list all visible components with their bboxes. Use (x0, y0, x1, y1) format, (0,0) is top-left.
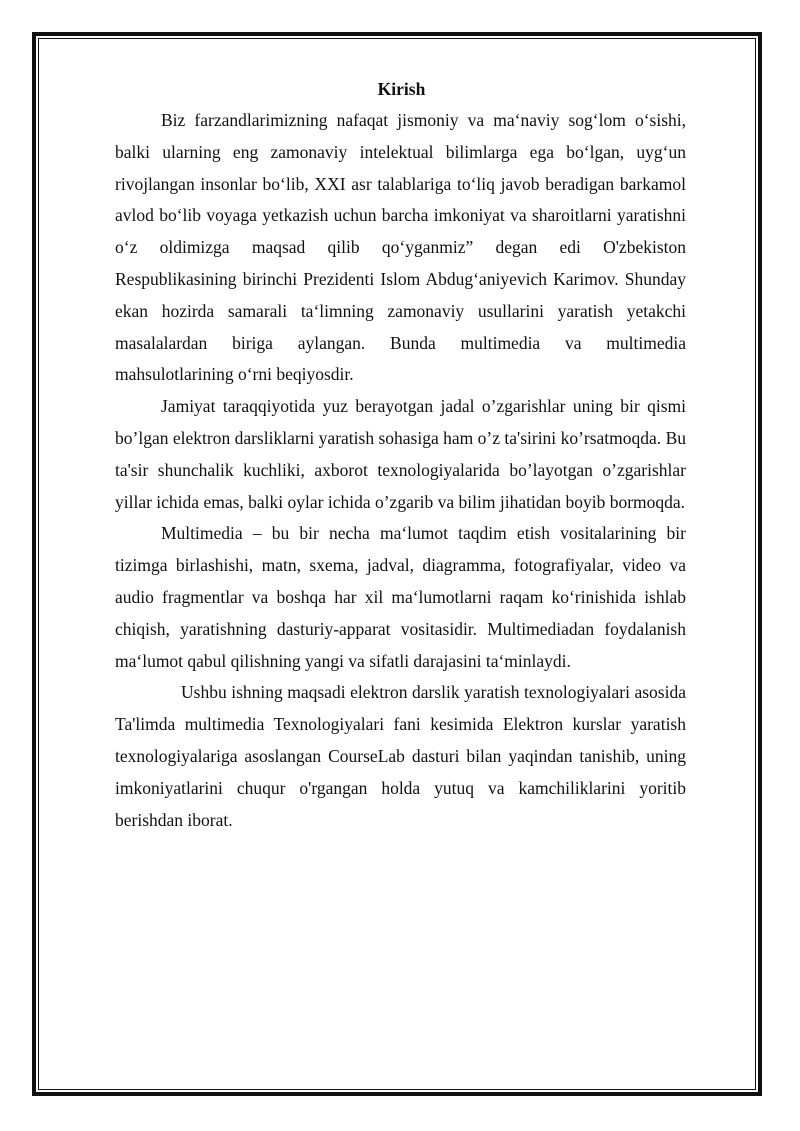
document-body (115, 74, 686, 836)
paragraph-society: Jamiyat taraqqiyotida yuz berayotgan jadal o’zgarishlar uning bir qismi bo’lgan elektron darsliklarni yaratish sohasiga ham o’z ta'sirini ko’rsatmoqda. Bu ta'sir shunchalik kuchliki, axborot texnologiyalarida bo’layotgan o’zgarishlar yillar ichida emas, balki oylar ichida o’zgarib va bilim jihatidan boyib bormoqda. (115, 396, 686, 512)
paragraph-multimedia-definition: Multimedia – bu bir necha ma‘lumot taqdim etish vositalarining bir tizimga birlashishi, matn, sxema, jadval, diagramma, fotografiyalar, video va audio fragmentlar va boshqa har xil ma‘lumotlarni raqam ko‘rinishida ishlab chiqish, yaratishning dasturiy-apparat vositasidir. Multimediadan foydalanish ma‘lumot qabul qilishning yangi va sifatli darajasini ta‘minlaydi. (115, 523, 686, 671)
section-title: Kirish (377, 79, 426, 99)
paragraph-work-purpose: Ushbu ishning maqsadi elektron darslik yaratish texnologiyalari asosida Ta'limda multimedia Texnologiyalari fani kesimida Elektron kurslar yaratish texnologiyalariga asoslangan CourseLab dasturi bilan yaqindan tanishib, uning imkoniyatlarini chuqur o'rgangan holda yutuq va kamchiliklarini yoritib berishdan iborat. (115, 682, 686, 830)
paragraph-intro: Biz farzandlarimizning nafaqat jismoniy va ma‘naviy sog‘lom o‘sishi, balki ularning eng zamonaviy intelektual bilimlarga ega bo‘lgan, uyg‘un rivojlangan insonlar bo‘lib, XXI asr talablariga to‘liq javob beradigan barkamol avlod bo‘lib voyaga yetkazish uchun barcha imkoniyat va sharoitlarni yaratishni o‘z oldimizga maqsad qilib qo‘yganmiz” degan edi O'zbekiston Respublikasining birinchi Prezidenti Islom Abdug‘aniyevich Karimov. Shunday ekan hozirda samarali ta‘limning zamonaviy usullarini yaratish yetakchi masalalardan biriga aylangan. Bunda multimedia va multimedia mahsulotlarining o‘rni beqiyosdir. (115, 110, 686, 385)
